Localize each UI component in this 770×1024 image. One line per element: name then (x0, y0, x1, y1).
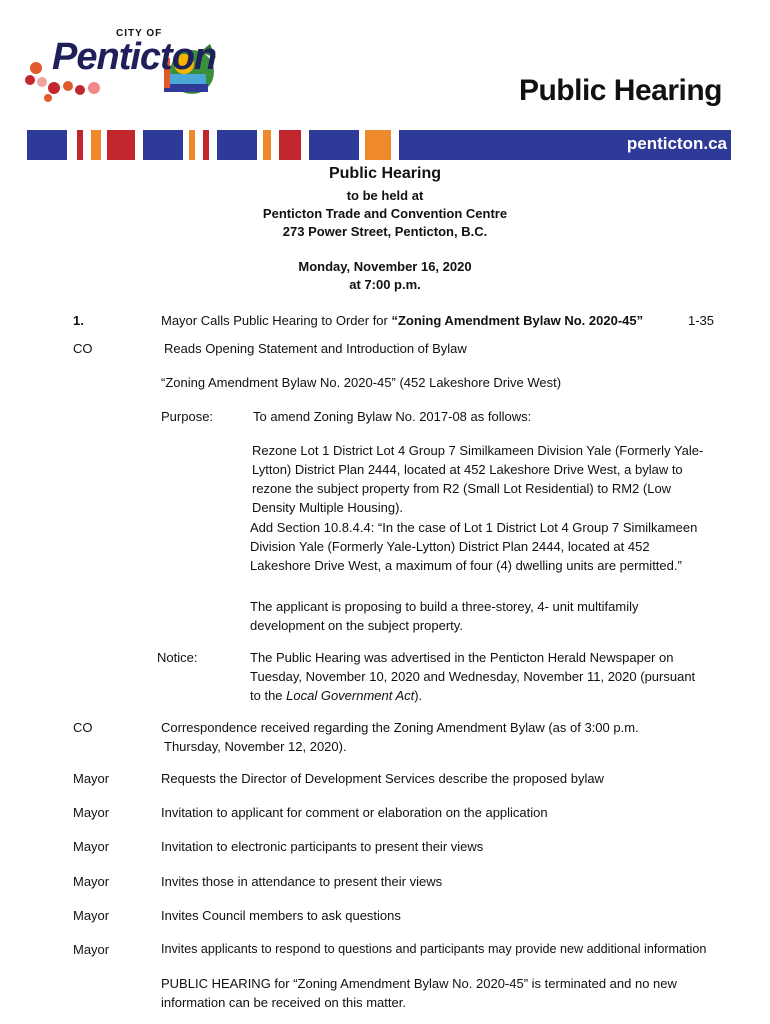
rezone-block (252, 441, 703, 517)
correspondence-line: Thursday, November 12, 2020). (164, 739, 347, 754)
bar-segment (365, 130, 391, 160)
bar-segment (217, 130, 257, 160)
item-1-bylaw-name: “Zoning Amendment Bylaw No. 2020-45” (391, 313, 644, 328)
bar-segment (91, 130, 101, 160)
bar-segment (309, 130, 359, 160)
notice-act-name: Local Government Act (286, 688, 415, 703)
notice-label: Notice: (157, 650, 198, 665)
purpose-label: Purpose: (161, 409, 214, 424)
bar-segment (279, 130, 301, 160)
rezone-line: Lytton) District Plan 2444, located at 452 Lakeshore Drive West, a bylaw to (252, 462, 683, 477)
mayor-item-text: Invitation to electronic participants to present their views (161, 839, 484, 854)
mayor-item-text: Requests the Director of Development Services describe the proposed bylaw (161, 771, 604, 786)
role-label: CO (73, 341, 93, 356)
rezone-line: rezone the subject property from R2 (Small Lot Residential) to RM2 (Low (252, 481, 672, 496)
add-section-block (250, 518, 697, 575)
role-label: CO (73, 720, 93, 735)
notice-line: The Public Hearing was advertised in the Penticton Herald Newspaper on (250, 650, 674, 665)
notice-line-last (250, 686, 695, 705)
closing-line: PUBLIC HEARING for “Zoning Amendment Bylaw No. 2020-45” is terminated and no new (161, 976, 677, 991)
item-1-pages: 1-35 (688, 313, 715, 328)
intro-venue: Penticton Trade and Convention Centre (262, 206, 508, 221)
add-section-line: Division Yale (Formerly Yale-Lytton) District Plan 2444, located at 452 (250, 539, 650, 554)
notice-line: Tuesday, November 10, 2020 and Wednesday, November 11, 2020 (pursuant (250, 669, 696, 684)
purpose-text: To amend Zoning Bylaw No. 2017-08 as follows: (253, 409, 532, 424)
role-label: Mayor (73, 908, 110, 923)
rezone-line: Rezone Lot 1 District Lot 4 Group 7 Similkameen Division Yale (Formerly Yale- (252, 443, 704, 458)
bar-segment (107, 130, 135, 160)
applicant-line: The applicant is proposing to build a three-storey, 4- unit multifamily (250, 599, 639, 614)
role-label: Mayor (73, 771, 110, 786)
role-label: Mayor (73, 942, 110, 957)
intro-line1: to be held at (346, 188, 424, 203)
intro-date: Monday, November 16, 2020 (298, 259, 472, 274)
page-title: Public Hearing (518, 74, 722, 107)
bar-segment (27, 130, 67, 160)
bar-segment (203, 130, 209, 160)
applicant-block (250, 597, 639, 635)
correspondence-block (161, 718, 639, 756)
item-1-text-pre: Mayor Calls Public Hearing to Order for (161, 313, 392, 328)
role-label: Mayor (73, 805, 110, 820)
item-1-text (161, 311, 681, 330)
rezone-line: Density Multiple Housing). (252, 500, 404, 515)
notice-last-post: ). (414, 688, 423, 703)
intro-time: at 7:00 p.m. (349, 277, 421, 292)
bar-segment (143, 130, 183, 160)
website-bar (399, 130, 731, 160)
mayor-item-text: Invites Council members to ask questions (161, 908, 401, 923)
role-label: Mayor (73, 839, 110, 854)
logo-city-of-text: CITY OF (116, 28, 163, 39)
mayor-item-text: Invites applicants to respond to questions and participants may provide new additional information (161, 942, 707, 956)
closing-line: information can be received on this matter. (161, 995, 406, 1010)
closing-block (161, 974, 677, 1012)
item-number: 1. (73, 313, 84, 328)
co-opening-text: Reads Opening Statement and Introduction of Bylaw (164, 341, 467, 356)
notice-block (250, 648, 695, 705)
notice-last-pre: to the (250, 688, 287, 703)
role-label: Mayor (73, 874, 110, 889)
city-logo (24, 28, 224, 108)
mayor-item-text: Invitation to applicant for comment or elaboration on the application (161, 805, 548, 820)
logo-name-text: Penticton (52, 36, 217, 78)
intro-title: Public Hearing (328, 165, 442, 182)
add-section-line: Add Section 10.8.4.4: “In the case of Lot 1 District Lot 4 Group 7 Similkameen (250, 520, 698, 535)
bylaw-line: “Zoning Amendment Bylaw No. 2020-45” (452 Lakeshore Drive West) (161, 375, 562, 390)
bar-segment (189, 130, 195, 160)
mayor-item-text: Invites those in attendance to present their views (161, 874, 443, 889)
bar-segment (77, 130, 83, 160)
website-label: penticton.ca (626, 134, 727, 153)
applicant-line: development on the subject property. (250, 618, 463, 633)
intro-address: 273 Power Street, Penticton, B.C. (282, 224, 488, 239)
correspondence-line: Correspondence received regarding the Zoning Amendment Bylaw (as of 3:00 p.m. (161, 720, 639, 735)
add-section-line: Lakeshore Drive West, a maximum of four (4) dwelling units are permitted.” (250, 558, 682, 573)
header-color-bar (27, 130, 731, 160)
bar-segment (263, 130, 271, 160)
